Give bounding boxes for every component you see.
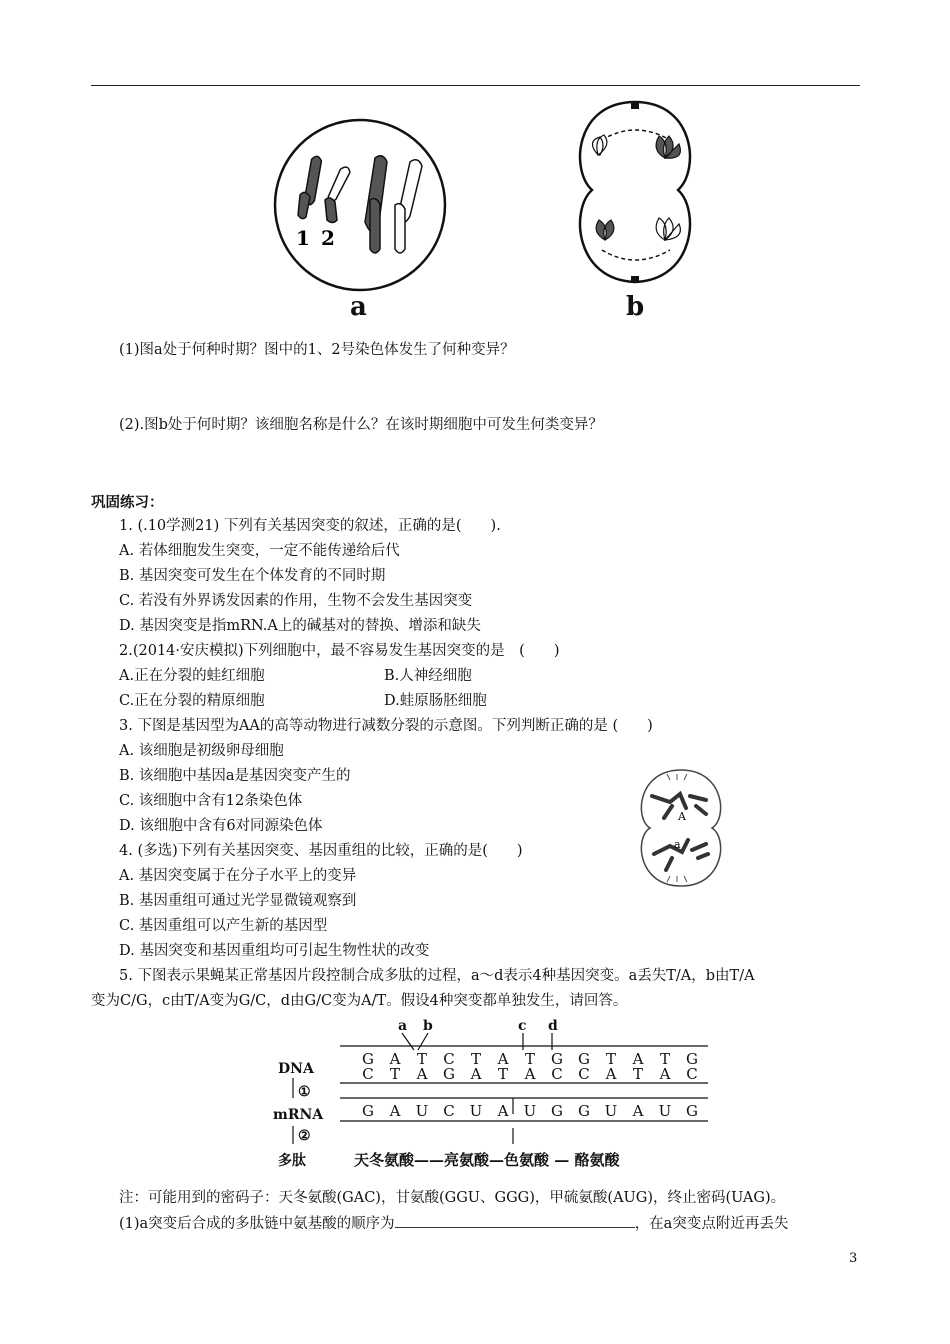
dna-strand2-base: C bbox=[362, 1065, 374, 1083]
dna-strand2-base: T bbox=[497, 1065, 509, 1083]
dna-strand2-base: T bbox=[632, 1065, 644, 1083]
dna-strand2-base: C bbox=[686, 1065, 698, 1083]
mrna-base: U bbox=[469, 1102, 483, 1120]
dna-strand2-base: A bbox=[470, 1065, 482, 1083]
dna-strand2-base: C bbox=[578, 1065, 590, 1083]
q1-stem: 1. (.10学测21) 下列有关基因突变的叙述，正确的是( ). bbox=[119, 518, 501, 534]
q3-gene-A-label: A bbox=[678, 810, 686, 823]
dna-strand2-base: T bbox=[389, 1065, 401, 1083]
mrna-base: G bbox=[551, 1102, 563, 1120]
dna-strand1-base: T bbox=[416, 1050, 428, 1068]
mutation-label-d: d bbox=[548, 1018, 558, 1034]
q4-option-c: C. 基因重组可以产生新的基因型 bbox=[119, 918, 328, 934]
codon-note: 注：可能用到的密码子：天冬氨酸(GAC)，甘氨酸(GGU、GGG)，甲硫氨酸(AUG)，终止密码(UAG)。 bbox=[119, 1190, 786, 1206]
q3-stem: 3. 下图是基因型为AA的高等动物进行减数分裂的示意图。下列判断正确的是 ( ) bbox=[119, 718, 653, 734]
q4-option-a: A. 基因突变属于在分子水平上的变异 bbox=[119, 868, 357, 884]
q2-option-b: B.人神经细胞 bbox=[384, 668, 472, 684]
q4-stem: 4. (多选)下列有关基因突变、基因重组的比较，正确的是( ) bbox=[119, 843, 523, 859]
label-peptide: 多肽 bbox=[278, 1153, 306, 1169]
q2-option-d: D.蛙原肠胚细胞 bbox=[384, 693, 487, 709]
dna-strand2-base: C bbox=[551, 1065, 563, 1083]
q2-stem: 2.(2014·安庆模拟)下列细胞中，最不容易发生基因突变的是 ( ) bbox=[119, 643, 560, 659]
mrna-base: A bbox=[632, 1102, 644, 1120]
q2-option-c: C.正在分裂的精原细胞 bbox=[119, 693, 265, 709]
label-mrna: mRNA bbox=[273, 1107, 324, 1123]
dna-strand1-base: G bbox=[578, 1050, 590, 1068]
q5-stem-line2: 变为C/G，c由T/A变为G/C，d由G/C变为A/T。假设4种突变都单独发生，请回答。 bbox=[91, 993, 628, 1009]
chromosome-1-label: 1 bbox=[296, 226, 310, 250]
dna-strand1-base: T bbox=[605, 1050, 617, 1068]
q1-option-d: D. 基因突变是指mRN.A上的碱基对的替换、增添和缺失 bbox=[119, 618, 481, 634]
dna-strand1-base: A bbox=[497, 1050, 509, 1068]
mutation-label-c: c bbox=[518, 1018, 527, 1034]
mrna-base: C bbox=[443, 1102, 455, 1120]
label-dna: DNA bbox=[278, 1061, 314, 1077]
dna-strand1-base: G bbox=[362, 1050, 374, 1068]
dna-strand1-base: T bbox=[470, 1050, 482, 1068]
q1-option-b: B. 基因突变可发生在个体发育的不同时期 bbox=[119, 568, 386, 584]
question-intro-2: (2).图b处于何时期？该细胞名称是什么？在该时期细胞中可发生何类变异？ bbox=[119, 417, 603, 433]
dna-strand1-base: C bbox=[443, 1050, 455, 1068]
mrna-base: G bbox=[578, 1102, 590, 1120]
q4-option-d: D. 基因突变和基因重组均可引起生物性状的改变 bbox=[119, 943, 430, 959]
label-step-1: ① bbox=[298, 1084, 311, 1100]
q5-part1-prefix: (1)a突变后合成的多肽链中氨基酸的顺序为 bbox=[119, 1216, 395, 1232]
q3-gene-a-label: a bbox=[674, 838, 681, 851]
dna-strand2-base: A bbox=[659, 1065, 671, 1083]
mrna-base: U bbox=[658, 1102, 672, 1120]
dna-mrna-figure bbox=[268, 1016, 718, 1176]
header-rule bbox=[91, 85, 860, 86]
dna-strand1-base: G bbox=[551, 1050, 563, 1068]
dna-strand1-base: T bbox=[524, 1050, 536, 1068]
cell-b-diagram bbox=[580, 102, 690, 282]
q5-part1-suffix: ，在a突变点附近再丢失 bbox=[634, 1216, 789, 1232]
q4-option-b: B. 基因重组可通过光学显微镜观察到 bbox=[119, 893, 357, 909]
mrna-base: U bbox=[415, 1102, 429, 1120]
mrna-base: U bbox=[523, 1102, 537, 1120]
q3-option-d: D. 该细胞中含有6对同源染色体 bbox=[119, 818, 323, 834]
mutation-label-a: a bbox=[398, 1018, 408, 1034]
mrna-base: A bbox=[389, 1102, 401, 1120]
cell-a-diagram bbox=[275, 120, 445, 290]
figure-label-a: a bbox=[350, 292, 367, 322]
dna-strand1-base: G bbox=[686, 1050, 698, 1068]
dna-strand1-base: T bbox=[659, 1050, 671, 1068]
dna-strand1-base: A bbox=[632, 1050, 644, 1068]
mrna-base: G bbox=[686, 1102, 698, 1120]
page-number: 3 bbox=[849, 1251, 858, 1266]
peptide-sequence: 天冬氨酸——亮氨酸—色氨酸 — 酪氨酸 bbox=[354, 1151, 620, 1169]
mrna-base: U bbox=[604, 1102, 618, 1120]
practice-title: 巩固练习： bbox=[91, 494, 164, 511]
dna-strand2-base: A bbox=[416, 1065, 428, 1083]
mrna-base: A bbox=[497, 1102, 509, 1120]
q2-option-a: A.正在分裂的蛙红细胞 bbox=[119, 668, 265, 684]
mrna-base: G bbox=[362, 1102, 374, 1120]
dna-strand2-base: G bbox=[443, 1065, 455, 1083]
q5-part1 bbox=[119, 1213, 788, 1234]
mutation-label-b: b bbox=[423, 1018, 433, 1034]
dna-strand1-base: A bbox=[389, 1050, 401, 1068]
dna-strand2-base: A bbox=[605, 1065, 617, 1083]
dna-strand2-base: A bbox=[524, 1065, 536, 1083]
q3-cell-figure bbox=[632, 766, 730, 890]
question-intro-1: (1)图a处于何种时期？图中的1、2号染色体发生了何种变异？ bbox=[119, 342, 515, 358]
chromosome-2-label: 2 bbox=[321, 226, 335, 250]
q5-answer-blank[interactable] bbox=[395, 1213, 635, 1228]
q3-option-a: A. 该细胞是初级卵母细胞 bbox=[119, 743, 284, 759]
q1-option-a: A. 若体细胞发生突变，一定不能传递给后代 bbox=[119, 543, 400, 559]
q1-option-c: C. 若没有外界诱发因素的作用，生物不会发生基因突变 bbox=[119, 593, 473, 609]
label-step-2: ② bbox=[298, 1128, 311, 1144]
q5-stem-line1: 5. 下图表示果蝇某正常基因片段控制合成多肽的过程，a～d表示4种基因突变。a丢失T/A，b由T/A bbox=[119, 968, 755, 984]
q3-option-c: C. 该细胞中含有12条染色体 bbox=[119, 793, 303, 809]
q3-option-b: B. 该细胞中基因a是基因突变产生的 bbox=[119, 768, 351, 784]
figure-label-b: b bbox=[626, 292, 645, 322]
